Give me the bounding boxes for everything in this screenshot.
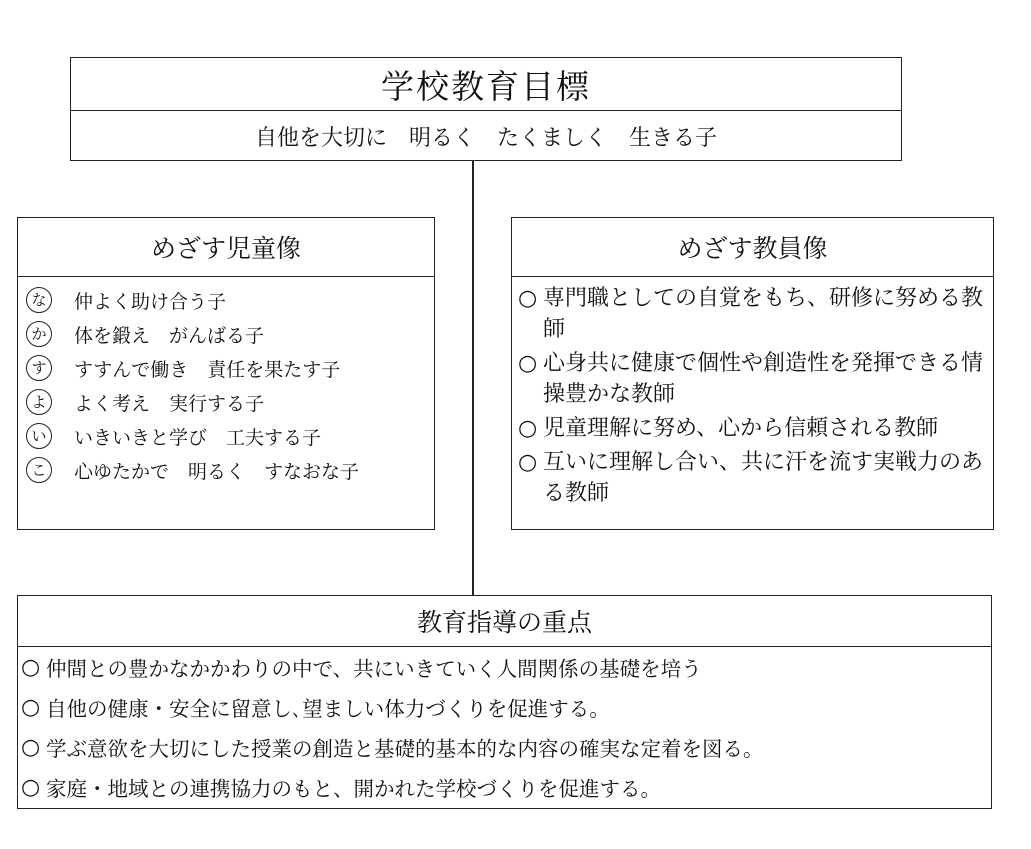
target-teacher-list [512, 277, 993, 509]
circled-kana-icon: い [26, 423, 52, 449]
connector-line [472, 161, 474, 597]
circle-bullet-icon: ○ [21, 654, 41, 680]
school-goal-box [70, 57, 902, 161]
list-item-text: 仲よく助け合う子 [74, 290, 227, 313]
circled-kana-icon: す [26, 355, 52, 381]
target-child-heading: めざす児童像 [18, 218, 434, 277]
circle-bullet-icon: ○ [21, 774, 41, 800]
circle-bullet-icon: ○ [21, 734, 41, 760]
list-item-text: よく考え 実行する子 [74, 392, 265, 415]
list-item [26, 385, 434, 419]
list-item [26, 351, 434, 385]
circle-bullet-icon: ○ [518, 286, 538, 311]
list-item [518, 447, 985, 509]
guidance-heading: 教育指導の重点 [18, 596, 991, 647]
list-item-text: 心身共に健康で個性や創造性を発揮できる情操豊かな教師 [543, 351, 984, 407]
list-item-text: 体を鍛え がんばる子 [74, 324, 265, 347]
school-goal-title: 学校教育目標 [71, 58, 901, 111]
list-item-text: 仲間との豊かなかかわりの中で、共にいきていく人間関係の基礎を培う [46, 657, 702, 681]
circle-bullet-icon: ○ [518, 450, 538, 475]
list-item [21, 647, 991, 687]
list-item [518, 348, 985, 410]
list-item-text: 学ぶ意欲を大切にした授業の創造と基礎的基本的な内容の確実な定着を図る。 [46, 737, 764, 761]
list-item-text: 互いに理解し合い、共に汗を流す実戦力のある教師 [543, 450, 984, 506]
circled-kana-icon: こ [26, 457, 52, 483]
list-item [518, 413, 985, 444]
circle-bullet-icon: ○ [21, 694, 41, 720]
circle-bullet-icon: ○ [518, 416, 538, 441]
target-child-list [18, 277, 434, 487]
list-item [26, 317, 434, 351]
list-item-text: すすんで働き 責任を果たす子 [74, 358, 341, 381]
target-teacher-heading: めざす教員像 [512, 218, 993, 277]
circled-kana-icon: な [26, 287, 52, 313]
list-item [26, 453, 434, 487]
list-item-text: 自他の健康・安全に留意し､望ましい体力づくりを促進する。 [46, 697, 610, 721]
circle-bullet-icon: ○ [518, 351, 538, 376]
list-item-text: 心ゆたかで 明るく すなおな子 [74, 460, 360, 483]
list-item-text: いきいきと学び 工夫する子 [74, 426, 322, 449]
list-item [21, 767, 991, 807]
target-child-box [17, 217, 435, 530]
list-item-text: 家庭・地域との連携協力のもと、開かれた学校づくりを促進する。 [46, 777, 661, 801]
list-item [21, 687, 991, 727]
list-item-text: 児童理解に努め、心から信頼される教師 [543, 416, 939, 441]
guidance-list [18, 647, 991, 807]
circled-kana-icon: よ [26, 389, 52, 415]
list-item [518, 283, 985, 345]
list-item-text: 専門職としての自覚をもち、研修に努める教師 [543, 286, 984, 342]
list-item [26, 419, 434, 453]
circled-kana-icon: か [26, 321, 52, 347]
target-teacher-box [511, 217, 994, 530]
list-item [21, 727, 991, 767]
guidance-priorities-box [17, 595, 992, 809]
school-goal-subtitle: 自他を大切に 明るく たくましく 生きる子 [254, 125, 717, 151]
list-item [26, 283, 434, 317]
